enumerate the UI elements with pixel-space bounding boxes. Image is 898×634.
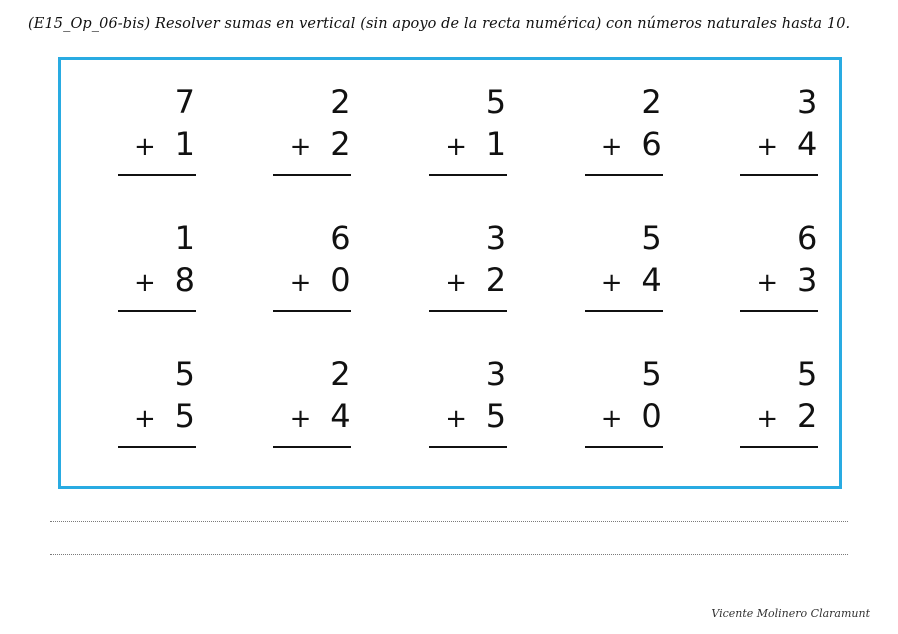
addition-problem[interactable] bbox=[391, 350, 509, 448]
top-addend: 2 bbox=[641, 83, 662, 121]
top-addend-line bbox=[391, 219, 509, 264]
sum-rule bbox=[429, 446, 507, 448]
addition-problem[interactable] bbox=[235, 350, 353, 448]
top-addend: 5 bbox=[174, 355, 195, 393]
top-addend-line bbox=[702, 355, 820, 400]
answer-line bbox=[50, 554, 848, 555]
top-addend: 3 bbox=[796, 83, 818, 121]
bottom-addend-line bbox=[547, 125, 665, 170]
top-addend-line bbox=[547, 83, 665, 128]
bottom-addend-line bbox=[80, 397, 198, 442]
addition-problem[interactable] bbox=[702, 78, 820, 176]
bottom-addend: 1 bbox=[174, 125, 195, 163]
plus-icon: + bbox=[134, 404, 156, 434]
addition-problem[interactable] bbox=[80, 78, 198, 176]
sum-rule bbox=[585, 174, 663, 176]
bottom-addend-line bbox=[702, 261, 820, 306]
bottom-addend: 0 bbox=[330, 261, 351, 299]
plus-icon: + bbox=[134, 268, 156, 298]
bottom-addend: 5 bbox=[174, 397, 195, 435]
bottom-addend: 3 bbox=[796, 261, 818, 299]
top-addend: 1 bbox=[174, 219, 195, 257]
addition-problem[interactable] bbox=[80, 350, 198, 448]
top-addend-line bbox=[80, 355, 198, 400]
bottom-addend: 0 bbox=[641, 397, 662, 435]
addition-problem[interactable] bbox=[702, 350, 820, 448]
sum-rule bbox=[740, 174, 818, 176]
addition-problem[interactable] bbox=[235, 78, 353, 176]
bottom-addend: 2 bbox=[485, 261, 507, 299]
plus-icon: + bbox=[289, 132, 312, 162]
sum-rule bbox=[429, 310, 507, 312]
plus-icon: + bbox=[445, 404, 467, 434]
bottom-addend-line bbox=[547, 261, 665, 306]
sum-rule bbox=[118, 310, 196, 312]
addition-problem[interactable] bbox=[702, 214, 820, 312]
sum-rule bbox=[273, 446, 351, 448]
problem-grid bbox=[61, 60, 839, 486]
top-addend: 6 bbox=[796, 219, 818, 257]
bottom-addend-line bbox=[235, 397, 353, 442]
top-addend-line bbox=[235, 83, 353, 128]
bottom-addend-line bbox=[235, 261, 353, 306]
page-title: (E15_Op_06-bis) Resolver sumas en vertical (sin apoyo de la recta numérica) con números naturales hasta 10. bbox=[28, 16, 851, 32]
problem-row bbox=[61, 78, 839, 214]
sum-rule bbox=[740, 446, 818, 448]
addition-problem[interactable] bbox=[80, 214, 198, 312]
sum-rule bbox=[585, 446, 663, 448]
bottom-addend-line bbox=[702, 125, 820, 170]
top-addend-line bbox=[235, 219, 353, 264]
bottom-addend-line bbox=[80, 261, 198, 306]
addition-problem[interactable] bbox=[235, 214, 353, 312]
sum-rule bbox=[740, 310, 818, 312]
addition-problem[interactable] bbox=[547, 350, 665, 448]
top-addend-line bbox=[702, 219, 820, 264]
sum-rule bbox=[118, 446, 196, 448]
bottom-addend: 4 bbox=[330, 397, 351, 435]
top-addend-line bbox=[80, 83, 198, 128]
top-addend-line bbox=[235, 355, 353, 400]
plus-icon: + bbox=[289, 268, 312, 298]
plus-icon: + bbox=[756, 404, 779, 434]
sum-rule bbox=[118, 174, 196, 176]
addition-problem[interactable] bbox=[547, 78, 665, 176]
plus-icon: + bbox=[445, 268, 467, 298]
bottom-addend: 1 bbox=[485, 125, 507, 163]
bottom-addend-line bbox=[391, 125, 509, 170]
sum-rule bbox=[273, 174, 351, 176]
sum-rule bbox=[429, 174, 507, 176]
plus-icon: + bbox=[600, 268, 623, 298]
bottom-addend-line bbox=[547, 397, 665, 442]
bottom-addend-line bbox=[702, 397, 820, 442]
top-addend-line bbox=[702, 83, 820, 128]
bottom-addend-line bbox=[80, 125, 198, 170]
plus-icon: + bbox=[445, 132, 467, 162]
plus-icon: + bbox=[134, 132, 156, 162]
footer-credit: Vicente Molinero Claramunt bbox=[711, 607, 870, 620]
sum-rule bbox=[585, 310, 663, 312]
top-addend: 7 bbox=[174, 83, 195, 121]
top-addend-line bbox=[391, 83, 509, 128]
problem-row bbox=[61, 214, 839, 350]
addition-problem[interactable] bbox=[547, 214, 665, 312]
bottom-addend: 4 bbox=[641, 261, 662, 299]
top-addend-line bbox=[391, 355, 509, 400]
plus-icon: + bbox=[289, 404, 312, 434]
top-addend: 5 bbox=[796, 355, 818, 393]
top-addend-line bbox=[80, 219, 198, 264]
bottom-addend: 4 bbox=[796, 125, 818, 163]
sum-rule bbox=[273, 310, 351, 312]
top-addend-line bbox=[547, 219, 665, 264]
bottom-addend-line bbox=[391, 261, 509, 306]
plus-icon: + bbox=[600, 132, 623, 162]
top-addend-line bbox=[547, 355, 665, 400]
plus-icon: + bbox=[600, 404, 623, 434]
bottom-addend: 8 bbox=[174, 261, 195, 299]
bottom-addend-line bbox=[235, 125, 353, 170]
addition-problem[interactable] bbox=[391, 78, 509, 176]
problem-row bbox=[61, 350, 839, 486]
top-addend: 3 bbox=[485, 355, 507, 393]
top-addend: 6 bbox=[330, 219, 351, 257]
bottom-addend-line bbox=[391, 397, 509, 442]
top-addend: 5 bbox=[641, 219, 662, 257]
top-addend: 2 bbox=[330, 355, 351, 393]
top-addend: 2 bbox=[330, 83, 351, 121]
bottom-addend: 2 bbox=[796, 397, 818, 435]
answer-line bbox=[50, 521, 848, 522]
bottom-addend: 5 bbox=[485, 397, 507, 435]
top-addend: 5 bbox=[641, 355, 662, 393]
exercise-box bbox=[58, 57, 842, 489]
bottom-addend: 6 bbox=[641, 125, 662, 163]
addition-problem[interactable] bbox=[391, 214, 509, 312]
plus-icon: + bbox=[756, 268, 779, 298]
top-addend: 5 bbox=[485, 83, 507, 121]
plus-icon: + bbox=[756, 132, 779, 162]
bottom-addend: 2 bbox=[330, 125, 351, 163]
top-addend: 3 bbox=[485, 219, 507, 257]
